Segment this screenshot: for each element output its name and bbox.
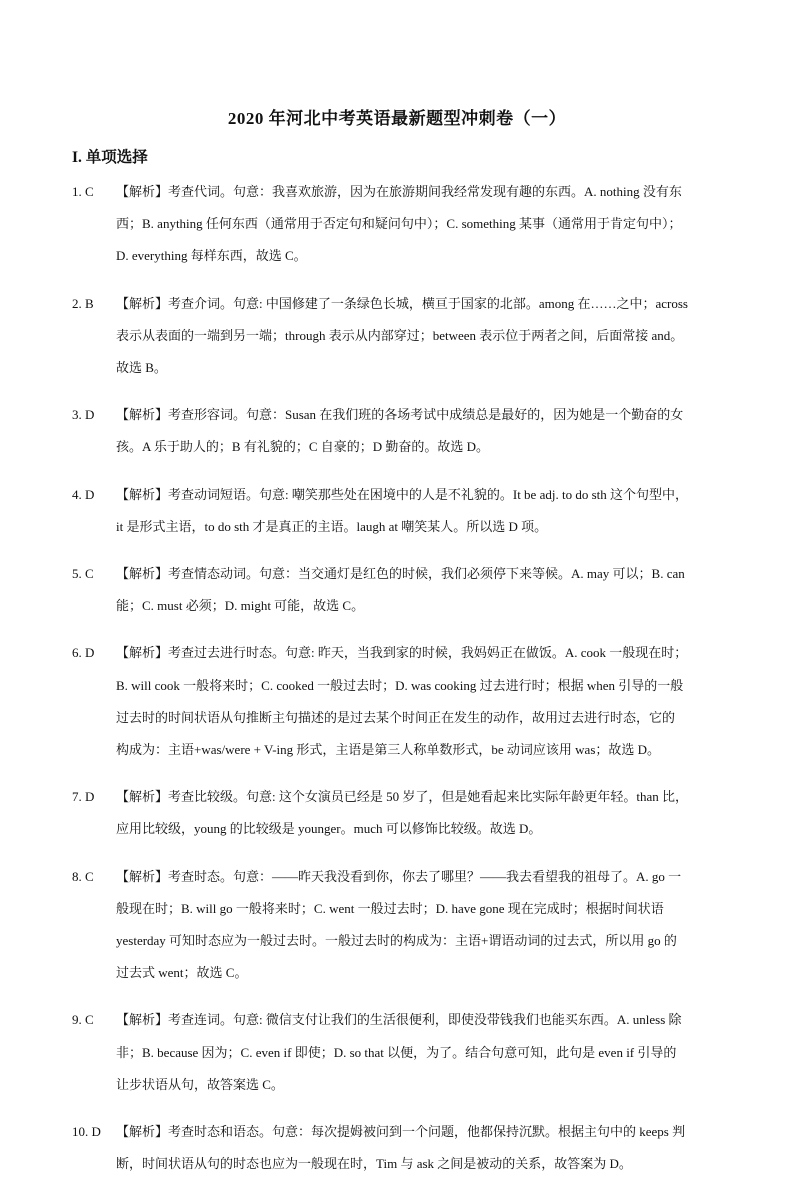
answer-text-line: 般现在时；B. will go 一般将来时；C. went 一般过去时；D. have gone 现在完成时；根据时间状语 [116,900,664,916]
answer-text-line: 能；C. must 必须；D. might 可能，故选 C。 [116,598,365,614]
answer-item [72,558,724,622]
answer-item [72,479,724,543]
answer-item [72,399,724,463]
answer-item [72,861,724,990]
answer-number: 9. C [72,1012,94,1028]
answer-text-line: 【解析】考查介词。句意: 中国修建了一条绿色长城，横亘于国家的北部。among 在……之中；across [116,295,688,311]
answer-item [72,1004,724,1101]
answer-text-line: yesterday 可知时态应为一般过去时。一般过去时的构成为：主语+谓语动词的过去式，所以用 go 的 [116,933,677,949]
answer-list [72,176,724,1195]
answer-text-line: 过去时的时间状语从句推断主句描述的是过去某个时间正在发生的动作，故用过去进行时态，它的 [116,709,676,725]
answer-number: 10. D [72,1124,101,1140]
answer-text-line: 非；B. because 因为；C. even if 即使；D. so that 以便，为了。结合句意可知，此句是 even if 引导的 [116,1044,677,1060]
answer-number: 1. C [72,184,94,199]
answer-text-line: 过去式 went；故选 C。 [116,965,248,981]
answer-item [72,781,724,845]
answer-text-line: 【解析】考查形容词。句意：Susan 在我们班的各场考试中成绩总是最好的，因为她是一个勤奋的女 [116,407,684,423]
answer-text-line: 【解析】考查代词。句意：我喜欢旅游，因为在旅游期间我经常发现有趣的东西。A. nothing 没有东 [116,184,682,199]
answer-number: 4. D [72,486,95,502]
answer-item [72,288,724,385]
answer-number: 5. C [72,566,94,582]
answer-text-line: 应用比较级，young 的比较级是 younger。much 可以修饰比较级。故选 D。 [116,821,542,837]
answer-text-line: B. will cook 一般将来时；C. cooked 一般过去时；D. was cooking 过去进行时；根据 when 引导的一般 [116,677,684,693]
section-heading: I. 单项选择 [72,149,148,166]
answer-text-line: 构成为：主语+was/were + V-ing 形式，主语是第三人称单数形式，be 动词应该用 was；故选 D。 [116,742,661,758]
answer-text-line: 【解析】考查情态动词。句意：当交通灯是红色的时候，我们必须停下来等候。A. may 可以；B. can [116,566,685,582]
answer-text-line: 【解析】考查时态和语态。句意：每次提姆被问到一个问题，他都保持沉默。根据主句中的 keeps 判 [116,1124,686,1140]
answer-text-line: it 是形式主语，to do sth 才是真正的主语。laugh at 嘲笑某人。所以选 D 项。 [116,518,548,534]
answer-text-line: 故选 B。 [116,360,167,376]
answer-text-line: 孩。A 乐于助人的；B 有礼貌的；C 自豪的；D 勤奋的。故选 D。 [116,439,490,455]
answer-item [72,1116,724,1180]
answer-number: 8. C [72,868,94,884]
answer-text-line: 【解析】考查动词短语。句意: 嘲笑那些处在困境中的人是不礼貌的。It be adj. to do sth 这个句型中， [116,486,688,502]
answer-item [72,176,724,273]
answer-text-line: 表示从表面的一端到另一端；through 表示从内部穿过；between 表示位于两者之间，后面常接 and。 [116,327,684,343]
answer-text-line: 西；B. anything 任何东西（通常用于否定句和疑问句中）；C. something 某事（通常用于肯定句中）； [116,216,682,232]
answer-text-line: 让步状语从句，故答案选 C。 [116,1076,284,1092]
answer-text-line: D. everything 每样东西，故选 C。 [116,248,307,264]
page-title: 2020 年河北中考英语最新题型冲刺卷（一） [227,109,567,128]
answer-text-line: 【解析】考查过去进行时态。句意: 昨天，当我到家的时候，我妈妈正在做饭。A. cook 一般现在时； [116,645,688,661]
answer-number: 3. D [72,407,95,423]
answer-text-line: 【解析】考查比较级。句意: 这个女演员已经是 50 岁了，但是她看起来比实际年龄更年轻。than 比， [116,789,688,805]
answer-item [72,637,724,766]
answer-number: 2. B [72,295,94,311]
answer-number: 6. D [72,645,95,661]
answer-number: 7. D [72,789,95,805]
answer-text-line: 断，时间状语从句的时态也应为一般现在时，Tim 与 ask 之间是被动的关系，故答案为 D。 [116,1156,632,1172]
answer-text-line: 【解析】考查连词。句意: 微信支付让我们的生活很便利，即使没带钱我们也能买东西。A. unless 除 [116,1012,682,1028]
answer-text-line: 【解析】考查时态。句意：——昨天我没看到你，你去了哪里？——我去看望我的祖母了。A. go 一 [116,868,682,884]
